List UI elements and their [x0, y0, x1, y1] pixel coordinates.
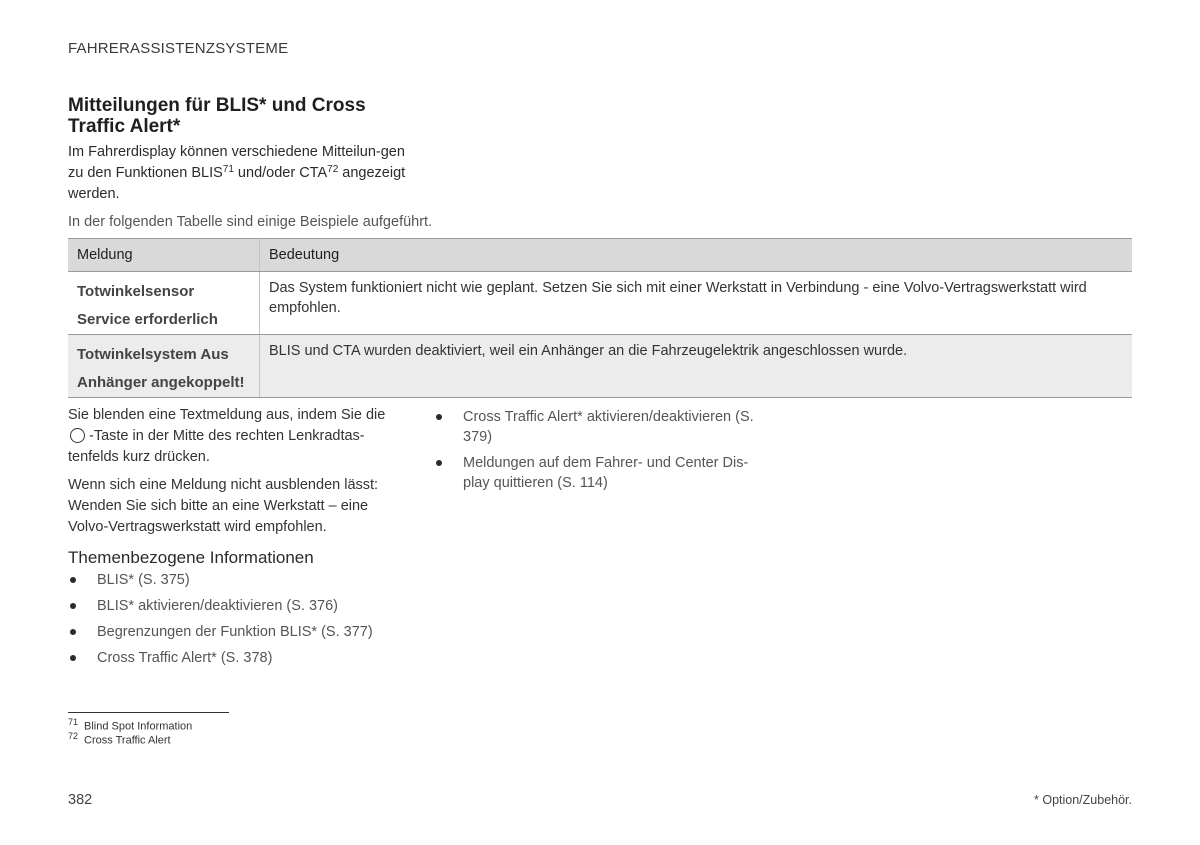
table-caption: In der folgenden Tabelle sind einige Beispiele aufgeführt.: [68, 214, 433, 230]
related-links-list-right: [434, 407, 764, 499]
dismiss-text-end: -Taste in der Mitte des rechten Lenkradtas-tenfelds kurz drücken.: [68, 428, 365, 465]
message-cell: [68, 272, 260, 335]
footnote-ref-72[interactable]: 72: [327, 164, 339, 175]
footnote: [68, 731, 171, 747]
message-line: Service erforderlich: [77, 311, 218, 328]
circle-button-icon: [70, 428, 85, 443]
related-link[interactable]: BLIS* (S. 375): [68, 570, 408, 590]
related-link[interactable]: Cross Traffic Alert* aktivieren/deaktivieren (S. 379): [434, 407, 764, 447]
dismiss-paragraph: [68, 405, 403, 468]
message-line: Totwinkelsystem Aus: [77, 346, 229, 363]
table-row: [68, 335, 1132, 398]
dismiss-text: Sie blenden eine Textmeldung aus, indem Sie die: [68, 407, 386, 423]
related-link[interactable]: Begrenzungen der Funktion BLIS* (S. 377): [68, 622, 408, 642]
message-cell: [68, 335, 260, 398]
footnote-ref-71[interactable]: 71: [222, 164, 234, 175]
related-link[interactable]: Meldungen auf dem Fahrer- und Center Dis-play quittieren (S. 114): [434, 453, 764, 493]
option-note: * Option/Zubehör.: [1034, 793, 1132, 807]
related-links-list: [68, 570, 408, 674]
dismiss-instructions: [68, 405, 403, 545]
table-header-row: [68, 239, 1132, 272]
footnote-number: 72: [68, 731, 79, 741]
section-header: FAHRERASSISTENZSYSTEME: [68, 40, 289, 57]
related-info-heading: Themenbezogene Informationen: [68, 548, 314, 567]
intro-paragraph: [68, 142, 408, 205]
column-header-meaning: Bedeutung: [260, 239, 1133, 272]
message-line: Anhänger angekoppelt!: [77, 374, 245, 391]
related-link[interactable]: BLIS* aktivieren/deaktivieren (S. 376): [68, 596, 408, 616]
related-link[interactable]: Cross Traffic Alert* (S. 378): [68, 648, 408, 668]
footnote-divider: [68, 712, 229, 713]
intro-text-end: angezeigt werden.: [68, 165, 406, 202]
table-row: [68, 272, 1132, 335]
column-header-message: Meldung: [68, 239, 260, 272]
footnote-text: Cross Traffic Alert: [84, 734, 171, 747]
message-line: Totwinkelsensor: [77, 283, 195, 300]
intro-text: Im Fahrerdisplay können verschiedene Mitteilun-gen zu den Funktionen BLIS: [68, 144, 405, 181]
footnote-text: Blind Spot Information: [84, 720, 193, 733]
meaning-cell: Das System funktioniert nicht wie geplant. Setzen Sie sich mit einer Werkstatt in Verbindung - eine Volvo-Vertragswerkstatt wird empfohlen.: [260, 272, 1133, 335]
footnote-number: 71: [68, 717, 79, 727]
page-number: 382: [68, 792, 93, 808]
workshop-paragraph: Wenn sich eine Meldung nicht ausblenden lässt: Wenden Sie sich bitte an eine Werkstatt – eine Volvo-Vertragswerkstatt wird empfohlen.: [68, 477, 379, 535]
messages-table: [68, 238, 1132, 398]
meaning-cell: BLIS und CTA wurden deaktiviert, weil ein Anhänger an die Fahrzeugelektrik angeschlossen wurde.: [260, 335, 1133, 398]
article-title: Mitteilungen für BLIS* und Cross Traffic Alert*: [68, 95, 366, 137]
intro-text-mid: und/oder CTA: [233, 165, 328, 181]
